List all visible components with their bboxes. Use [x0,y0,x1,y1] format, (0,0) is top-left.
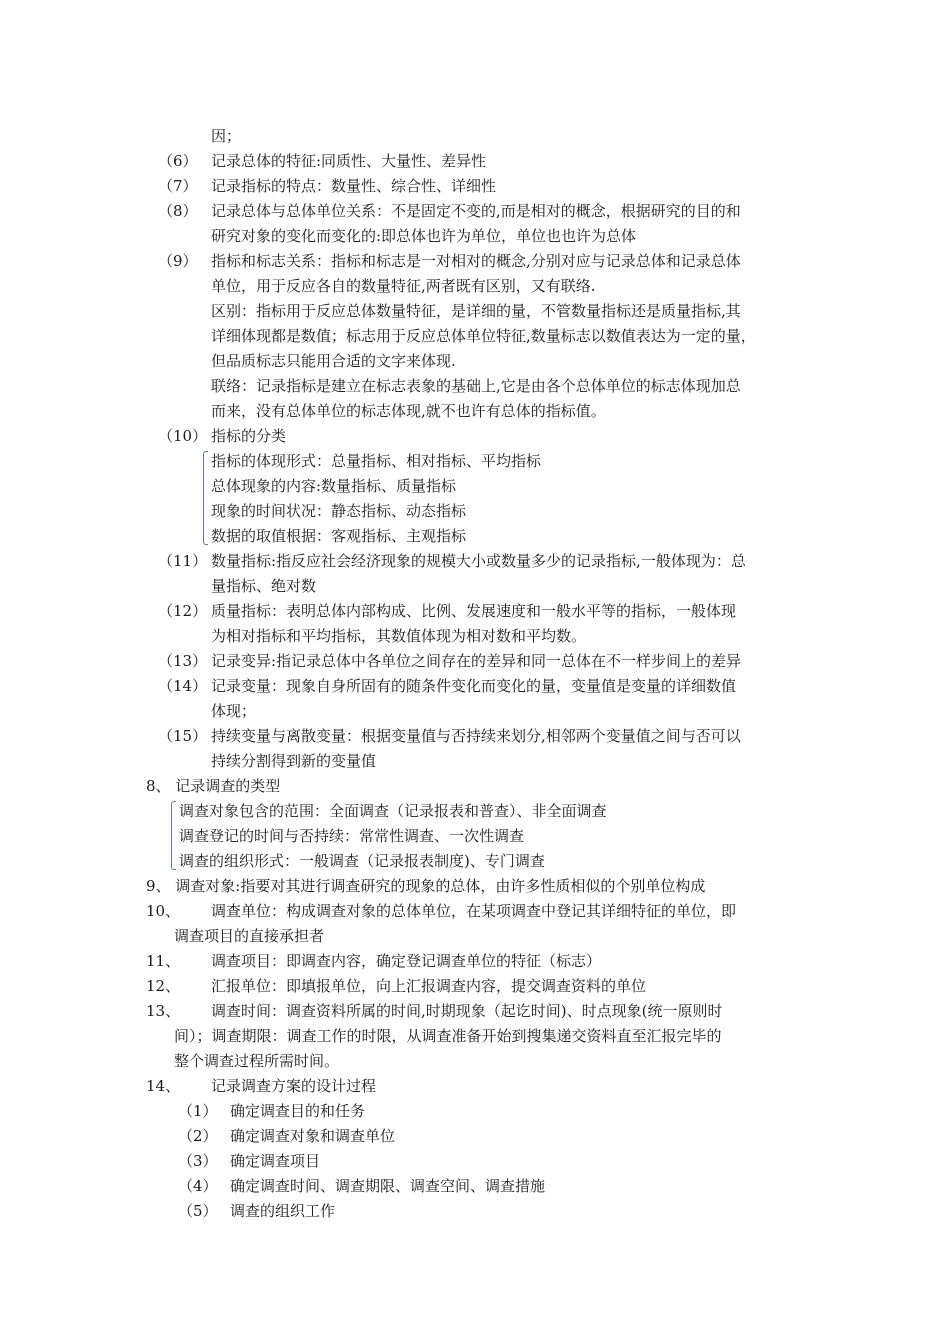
item-number: （13） [158,652,208,670]
section-number: 10、 [146,902,181,920]
text-line: 持续分割得到新的变量值 [211,752,377,770]
text-line: 指标和标志关系：指标和标志是一对相对的概念,分别对应与记录总体和记录总体 [211,252,741,270]
item-number: （9） [158,252,198,270]
item-number: （14） [158,677,208,695]
text-line: 因； [211,127,242,145]
text-line: 联络：记录指标是建立在标志表象的基础上,它是由各个总体单位的标志体现加总 [211,377,741,395]
text-line: 而来，没有总体单位的标志体现,就不也许有总体的指标值。 [211,402,606,420]
item-number: （10） [158,427,208,445]
item-number: （12） [158,602,208,620]
step-number: （1） [178,1102,218,1120]
text-line: 数量指标:指反应社会经济现象的规模大小或数量多少的记录指标,一般体现为：总 [211,552,746,570]
section-heading: 8、 记录调查的类型 [146,777,281,795]
text-line: 记录变异:指记录总体中各单位之间存在的差异和同一总体在不一样步间上的差异 [211,652,742,670]
section-number: 14、 [146,1077,181,1095]
item-number: （15） [158,727,208,745]
step-text: 确定调查时间、调查期限、调查空间、调查措施 [230,1177,546,1195]
section-number: 11、 [146,952,181,970]
item-number: （7） [158,177,198,195]
text-line: 调查单位：构成调查对象的总体单位，在某项调查中登记其详细特征的单位，即 [211,902,737,920]
text-line: 记录变量：现象自身所固有的随条件变化而变化的量，变量值是变量的详细数值 [211,677,737,695]
text-line: 调查项目：即调查内容，确定登记调查单位的特征（标志） [211,952,602,970]
step-text: 确定调查目的和任务 [230,1102,366,1120]
survey-type-line: 调查登记的时间与否持续：常常性调查、一次性调查 [179,827,525,845]
step-text: 调查的组织工作 [230,1202,336,1220]
survey-type-brace [171,801,176,870]
text-line: 间）；调查期限：调查工作的时限，从调查准备开始到搜集递交资料直至汇报完毕的 [174,1027,722,1045]
step-number: （2） [178,1127,218,1145]
section-number: 13、 [146,1002,181,1020]
text-line: 研究对象的变化而变化的:即总体也许为单位，单位也也许为总体 [211,227,637,245]
text-line: 记录总体与总体单位关系：不是固定不变的,而是相对的概念，根据研究的目的和 [211,202,741,220]
classification-line: 指标的体现形式：总量指标、相对指标、平均指标 [211,452,542,470]
classification-line: 总体现象的内容:数量指标、质量指标 [211,477,457,495]
text-line: 记录总体的特征:同质性、大量性、差异性 [211,152,487,170]
text-line: 区别：指标用于反应总体数量特征，是详细的量，不管数量指标还是质量指标,其 [211,302,741,320]
item-number: （6） [158,152,198,170]
step-text: 确定调查项目 [230,1152,321,1170]
survey-type-line: 调查的组织形式：一般调查（记录报表制度)、专门调查 [179,852,545,870]
text-line: 记录指标的特点：数量性、综合性、详细性 [211,177,497,195]
text-line: 调查项目的直接承担者 [174,927,325,945]
text-line: 体现； [211,702,257,720]
survey-type-line: 调查对象包含的范围：全面调查（记录报表和普查）、非全面调查 [179,802,607,820]
text-line: 记录调查方案的设计过程 [211,1077,377,1095]
text-line: 单位，用于反应各自的数量特征,两者既有区别，又有联络. [211,277,596,295]
text-line: 质量指标：表明总体内部构成、比例、发展速度和一般水平等的指标，一般体现 [211,602,737,620]
text-line: 详细体现都是数值；标志用于反应总体单位特征,数量标志以数值表达为一定的量， [211,327,756,345]
text-line: 量指标、绝对数 [211,577,317,595]
text-line: 持续变量与离散变量：根据变量值与否持续来划分,相邻两个变量值之间与否可以 [211,727,741,745]
step-text: 确定调查对象和调查单位 [230,1127,396,1145]
section-number: 12、 [146,977,181,995]
step-number: （4） [178,1177,218,1195]
step-number: （3） [178,1152,218,1170]
item-number: （8） [158,202,198,220]
text-line: 整个调查过程所需时间。 [174,1052,340,1070]
text-line: 汇报单位：即填报单位，向上汇报调查内容，提交调查资料的单位 [211,977,647,995]
text-line: 调查时间：调查资料所属的时间,时期现象（起讫时间)、时点现象(统一原则时 [211,1002,723,1020]
section-heading: 9、 调查对象:指要对其进行调查研究的现象的总体，由许多性质相似的个别单位构成 [146,877,706,895]
text-line: 指标的分类 [211,427,287,445]
classification-brace [203,451,208,545]
classification-line: 现象的时间状况：静态指标、动态指标 [211,502,467,520]
step-number: （5） [178,1202,218,1220]
classification-line: 数据的取值根据：客观指标、主观指标 [211,527,467,545]
text-line: 为相对指标和平均指标，其数值体现为相对数和平均数。 [211,627,587,645]
item-number: （11） [158,552,208,570]
text-line: 但品质标志只能用合适的文字来体现. [211,352,456,370]
